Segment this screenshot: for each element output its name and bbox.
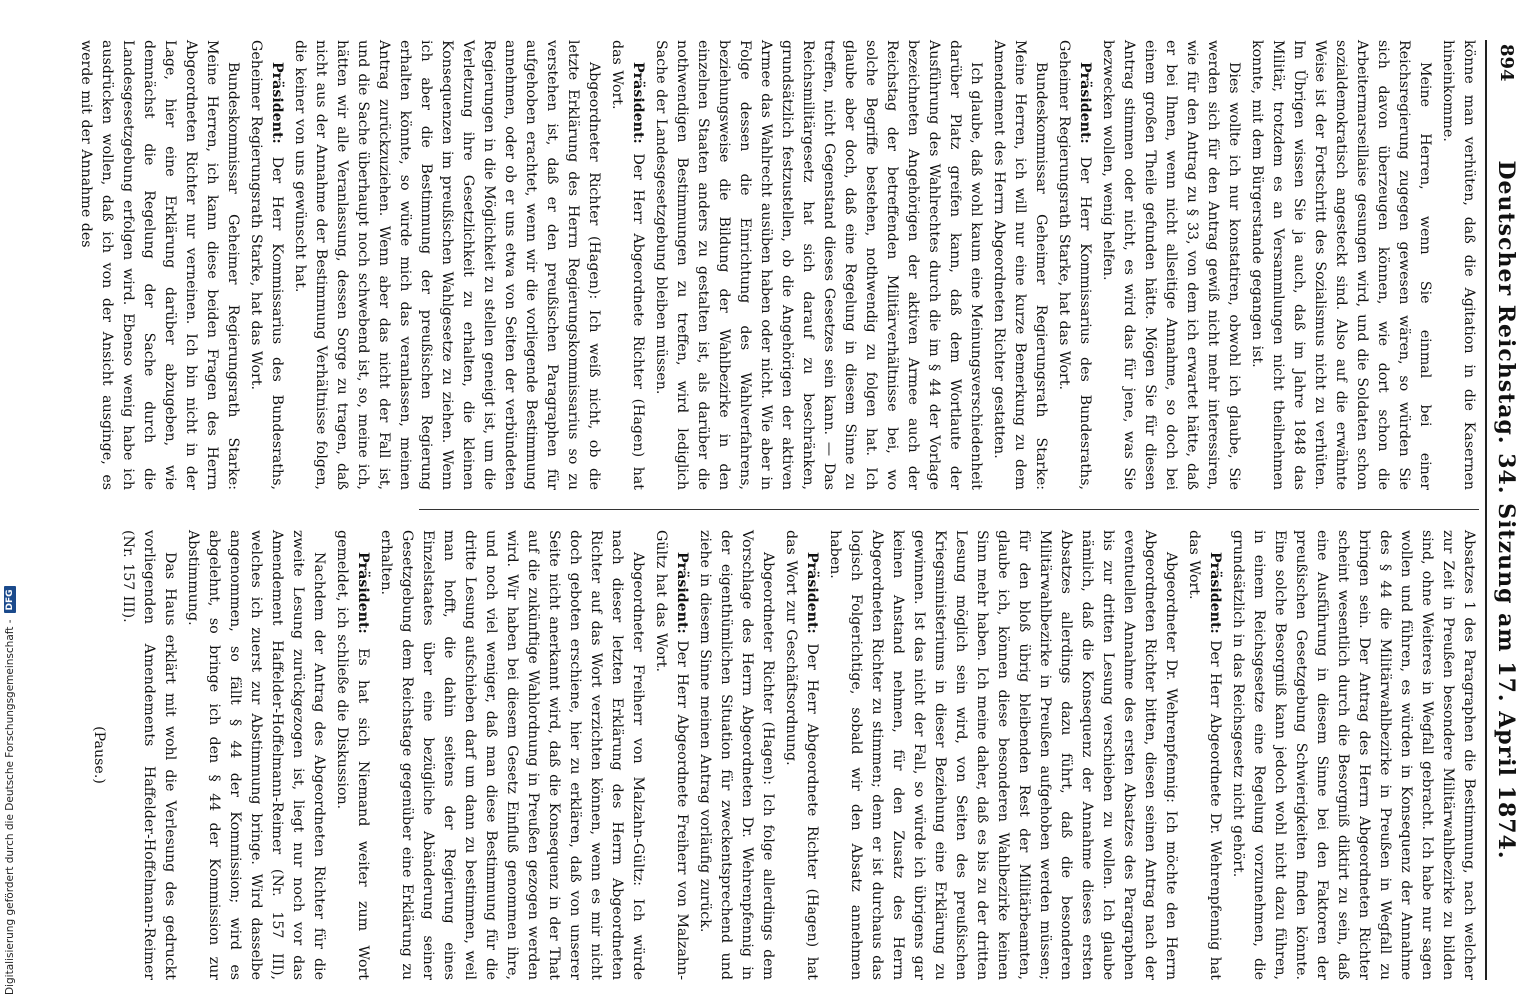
page-number: 894 [1496,44,1517,82]
paragraph-text: Der Herr Abgeordnete Richter (Hagen) hat das Wort zur Geschäftsordnung. [783,530,820,980]
paragraph-text: Es hat sich Niemand weiter zum Wort gemeldet, ich schließe die Diskussion. [334,530,371,980]
paragraph: Dies wollte ich nur konstatiren, obwohl ich glaube, Sie werden sich für den Antrag gewiß nicht mehr interessiren, wie für den Antrag zu § 33, von dem ich erwartet hätte, daß er bei Ihnen, wenn nicht allseitige Annahme, so doch bei einem großen Theile gefunden hätte. Mögen Sie für diesen Antrag stimmen oder nicht, es wird das für jene, was Sie bezwecken wollen, wenig helfen. [1100,40,1242,490]
speaker-label: Präsident: [804,552,820,634]
paragraph: Abgeordneter Richter (Hagen): Ich folge allerdings dem Vorschlage des Herrn Abgeordneten Dr. Wehrenpfennig in der eigenthümlichen Situation für zweckentsprechend und ziehe in diesem Sinne meinen Antrag vorläufig zurück. [697,530,776,980]
paragraph [606,40,648,490]
digitization-credit [4,586,16,995]
page-title: Deutscher Reichstag. 34. Sitzung am 17. April 1874. [1493,160,1519,860]
paragraph-text: Der Herr Kommissarius des Bundesraths, Geheimer Regierungsrath Starke, hat das Wort. [1056,40,1093,490]
paragraph-text: Der Herr Abgeordnete Dr. Wehrenpfennig hat das Wort. [1186,530,1223,981]
speaker-label: Präsident: [1207,552,1223,634]
speaker-label: Präsident: [269,62,285,144]
paragraph [1183,530,1225,980]
paragraph [331,530,373,980]
paragraph: Meine Herren, wenn Sie einmal bei einer Reichsregierung zugegen gewesen wären, so würden Sie sich davon überzeugen können, wie dort schon die Arbeitermarseillaise gesungen wird, und die Soldaten schon sozialdemokratisch angesteckt sind. Also auf die erwähnte Weise ist der Fortschritt des Sozialismus nicht zu verhüten. Im Übrigen wissen Sie ja auch, daß im Jahre 1848 das Militär, trotzdem es an Versammlungen nicht theilnehmen konnte, mit dem Bürgerstande gegangen ist. [1249,40,1433,490]
text-columns [78,40,1479,981]
paragraph: Absatzes 1 des Paragraphen die Bestimmung, nach welcher zur Zeit in Preußen besondere Militärwahlbezirke zu bilden sind, ohne Weiteres in Wegfall gebracht. Ich habe nur sagen wollen und führen, es würden in Konsequenz der Annahme des § 44 die Militärwahlbezirke in Preußen in Wegfall zu bringen sein. Der Antrag des Herrn Abgeordneten Richter scheint wesentlich durch die Besorgniß diktirt zu sein, daß eine Ausführung in diesem Sinne bei den Faktoren der preußischen Gesetzgebung Schwierigkeiten finden könnte. Eine solche Besorgniß kann jedoch wohl nicht dazu führen, in einem Reichsgesetze eine Regelung vorzunehmen, die grundsätzlich in das Reichsgesetz nicht gehört. [1230,530,1477,980]
speaker-label: Präsident: [1077,62,1093,144]
paragraph: Abgeordneter Freiherr von Malzahn-Gültz: Ich würde nach dieser letzten Erklärung des Herrn Abgeordneten Richter auf das Wort verzichten können, wenn es mir nicht doch geboten erschiene, hier zu erklären, daß von unserer Seite nicht anerkannt wird, daß die Konsequenz in der That auf die zukünftige Wahlordnung in Preußen gezogen werden wird. Wir haben bei diesem Gesetz Einfluß genommen ihre, und noch viel weniger, daß man diese Bestimmung für die dritte Lesung aufschieben darf um dann zu bestimmen, weil man hofft, die dahin seitens der Regierung eines Einzelstaates über eine bezügliche Abänderung seiner Gesetzgebung dem Reichstage gegenüber eine Erklärung zu erhalten. [378,530,646,980]
paragraph: könne man verhüten, daß die Agitation in die Kasernen hineinkomme. [1440,40,1477,490]
paragraph: Bundeskommissar Geheimer Regierungsrath Starke: Meine Herren, ich will nur eine kurze Bemerkung zu dem Amendement des Herrn Abgeordneten Richter gestatten. [991,40,1049,490]
credit-text: Digitalisierung gefördert durch die Deutsche Forschungsgemeinschaft - [4,619,16,995]
paragraph-text: Der Herr Abgeordnete Richter (Hagen) hat das Wort. [609,40,646,490]
speaker-label: Präsident: [630,62,646,144]
dfg-logo-icon: DFG [4,586,16,613]
paragraph: Abgeordneter Dr. Wehrenpfennig: Ich möchte den Herrn Abgeordneten Richter bitten, diesen seinen Antrag nach der eventuellen Annahme des ersten Absatzes des Paragraphen bis zur dritten Lesung verschieben zu wollen. Ich glaube nämlich, daß die Konsequenz der Annahme dieses ersten Absatzes allerdings dazu führt, daß die besonderen Militärwahlbezirke in Preußen aufgehoben werden müssen; für den bloß übrig bleibenden Rest der Militärbeamten, glaube ich, können diese besonderen Wahlbezirke keinen Sinn mehr haben. Ich meine daher, daß es bis zu der dritten Lesung möglich sein wird, von Seiten des preußischen Kriegsministeriums in dieser Beziehung eine Erklärung zu gewinnen. Ist das nicht der Fall, so würde ich übrigens gar keinen Anstand nehmen, für den Zusatz des Herrn Abgeordneten Richter zu stimmen; denn er ist durchaus das logisch Folgerichtige, sobald wir den Absatz annehmen haben. [827,530,1179,980]
paragraph [1053,40,1095,490]
paragraph-text: Der Herr Kommissarius des Bundesraths, Geheimer Regierungsrath Starke, hat das Wort. [248,40,285,490]
speaker-label: Präsident: [674,552,690,634]
paragraph: Abgeordneter Richter (Hagen): Ich weiß nicht, ob die letzte Erklärung des Herrn Regierungskommissarius so zu verstehen ist, daß er den preußischen Paragraphen für aufgehoben erachtet, wenn wir die vorliegende Bestimmung annehmen, oder ob er uns etwa von Seiten der verbündeten Regierungen in die Möglichkeit zu stellen geneigt ist, um die Verletzung ihre Gesetzlichkeit zu erhalten, die kleinen Konsequenzen im preußischen Wahlgesetze zu ziehen. Wenn ich aber die Bestimmung der preußischen Regierung erhalten könnte, so würde mich das veranlassen, meinen Antrag zurückzuziehen. Wenn aber das nicht der Fall ist, und die Sache überhaupt noch schwebend ist, so, meine ich, hätten wir alle Veranlassung, dessen Sorge zu tragen, daß nicht aus der Annahme der Bestimmung Verhältnisse folgen, die keiner von uns gewünscht hat. [292,40,602,490]
left-column [78,40,1479,490]
paragraph: Das Haus erklärt mit wohl die Verlesung des gedruckt vorliegenden Amendements Haffelder-Hoffelmann-Reimer (Nr. 157 III). [120,530,178,980]
speaker-label: Präsident: [355,552,371,634]
paragraph: Bundeskommissar Geheimer Regierungsrath Starke: Meine Herren, ich kann diese beiden Fragen des Herrn Abgeordneten Richter nur verneinen. Ich bin nicht in der Lage, hier eine Erklärung darüber abzugeben, wie demnächst die Regelung der Sache durch die Landesgesetzgebung erfolgen wird. Ebenso wenig habe ich ausdrücken wollen, daß ich von der Ansicht ausginge, es werde mit der Annahme des [78,40,241,490]
paragraph: Nachdem der Antrag des Abgeordneten Richter für die zweite Lesung zurückgezogen ist, liegt nur noch vor das Amendement Haffelder-Hoffelmann-Reimer (Nr. 157 III), welches ich zuerst zur Abstimmung bringe. Wird dasselbe angenommen, so fällt § 44 der Kommission; wird es abgelehnt, so bringe ich den § 44 der Kommission zur Abstimmung. [185,530,327,980]
paragraph [650,530,692,980]
paragraph [780,530,822,980]
paragraph [245,40,287,490]
paragraph: Ich glaube, daß wohl kaum eine Meinungsverschiedenheit darüber Platz greifen kann, daß dem Wortlaute der Ausführung des Wahlrechtes durch die im § 44 der Vorlage bezeichneten Angehörigen der aktiven Armee auch der Reichstag der betreffenden Militärverhältnisse bei, wo solche Begriffe bestehen, nothwendig zu folgen hat. Ich glaube aber doch, daß eine Regelung in diesem Sinne zu treffen, nicht Gegenstand dieses Gesetzes sein kann. — Das Reichsmilitärgesetz hat sich darauf zu beschränken, grundsätzlich festzustellen, ob die Angehörigen der aktiven Armee das Wahlrecht ausüben haben oder nicht. Wie aber in Folge dessen die Einrichtung des Wahlverfahrens, beziehungsweise die Bildung der Wahlbezirke in den einzelnen Staaten anders zu gestalten ist, als darüber die nothwendigen Bestimmungen zu treffen, wird lediglich Sache der Landesgesetzgebung bleiben müssen. [653,40,984,490]
paragraph-text: Der Herr Abgeordnete Freiherr von Malzahn-Gültz hat das Wort. [653,530,690,980]
newspaper-sheet [78,40,1523,981]
page-header [1485,40,1523,980]
right-column [91,530,1479,981]
pause-note: (Pause.) [91,726,107,784]
